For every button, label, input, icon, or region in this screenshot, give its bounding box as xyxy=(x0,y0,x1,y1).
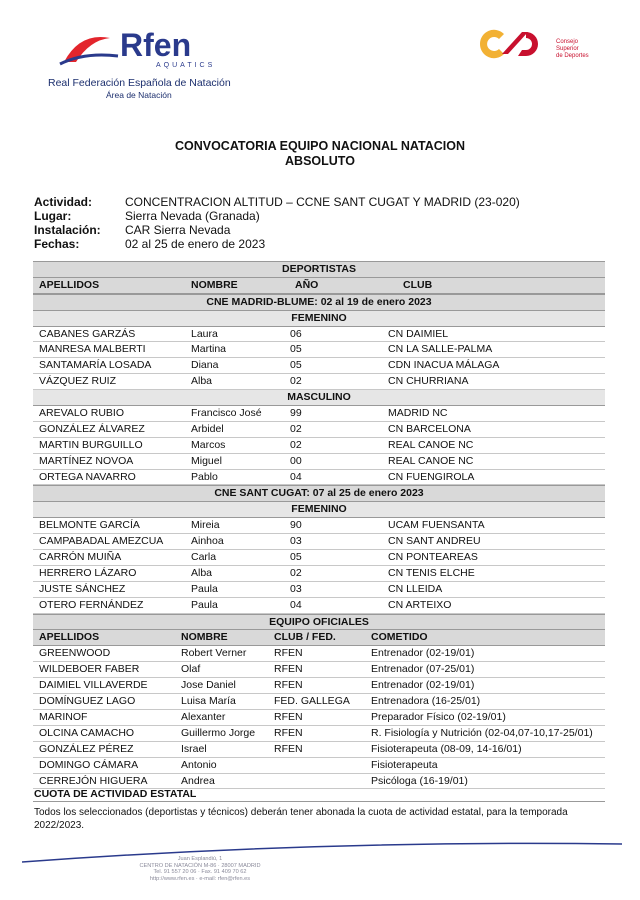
cell: Preparador Físico (02-19/01) xyxy=(371,710,506,723)
cell: OTERO FERNÁNDEZ xyxy=(39,598,144,611)
cell: MARTIN BURGUILLO xyxy=(39,438,143,451)
info-value: CAR Sierra Nevada xyxy=(125,223,231,237)
cell: OLCINA CAMACHO xyxy=(39,726,135,739)
cell: CN LLEIDA xyxy=(388,582,443,595)
info-row xyxy=(34,209,520,223)
cell: CN PONTEAREAS xyxy=(388,551,478,564)
cell: 05 xyxy=(290,343,302,356)
table-row xyxy=(33,678,605,694)
cell: RFEN xyxy=(274,679,303,692)
cell: Marcos xyxy=(191,438,226,451)
cell: RFEN xyxy=(274,726,303,739)
cell: Fisioterapeuta (08-09, 14-16/01) xyxy=(371,742,522,755)
table-header-row xyxy=(33,630,605,646)
cell: CLUB / FED. xyxy=(274,631,336,644)
cell: REAL CANOE NC xyxy=(388,438,474,451)
cuota-divider xyxy=(33,801,605,802)
rfen-logo xyxy=(58,24,228,70)
cell: SANTAMARÍA LOSADA xyxy=(39,359,152,372)
cell: 02 xyxy=(290,438,302,451)
table-row xyxy=(33,646,605,662)
roster-table xyxy=(33,261,605,789)
table-row xyxy=(33,534,605,550)
cell: CERREJÓN HIGUERA xyxy=(39,774,148,787)
table-row xyxy=(33,694,605,710)
cell: BELMONTE GARCÍA xyxy=(39,519,140,532)
table-row xyxy=(33,358,605,374)
area-name: Área de Natación xyxy=(106,90,172,100)
table-row xyxy=(33,342,605,358)
footer-line: http://www.rfen.es · e-mail: rfen@rfen.es xyxy=(149,875,251,882)
cell: DOMINGO CÁMARA xyxy=(39,758,139,771)
table-row xyxy=(33,470,605,486)
cell: Antonio xyxy=(181,758,217,771)
cell: Luisa María xyxy=(181,695,236,708)
cell: AREVALO RUBIO xyxy=(39,407,124,420)
cell: Carla xyxy=(191,551,217,564)
cell: Diana xyxy=(191,359,219,372)
rfen-brand-text: Rfen xyxy=(120,27,192,63)
table-row xyxy=(33,422,605,438)
table-row xyxy=(33,550,605,566)
cell: Arbidel xyxy=(191,422,224,435)
cell: ORTEGA NAVARRO xyxy=(39,470,136,483)
cell: CN BARCELONA xyxy=(388,422,471,435)
cell: RFEN xyxy=(274,742,303,755)
table-row xyxy=(33,374,605,390)
table-row xyxy=(33,662,605,678)
cell: Pablo xyxy=(191,470,218,483)
cell: Israel xyxy=(181,742,207,755)
cell: 04 xyxy=(290,598,302,611)
table-row xyxy=(33,566,605,582)
cell: Andrea xyxy=(181,774,215,787)
cell: Entrenador (02-19/01) xyxy=(371,647,475,660)
csd-line-2: Superior xyxy=(556,46,579,52)
cell: JUSTE SÁNCHEZ xyxy=(39,582,126,595)
cell: CDN INACUA MÁLAGA xyxy=(388,359,500,372)
table-row xyxy=(33,774,605,790)
info-key: Lugar: xyxy=(34,209,72,223)
csd-line-3: de Deportes xyxy=(556,53,589,59)
section-deportistas: DEPORTISTAS xyxy=(33,261,605,278)
cell: 05 xyxy=(290,359,302,372)
cell: WILDEBOER FABER xyxy=(39,663,140,676)
header xyxy=(0,0,640,110)
group-femenino: FEMENINO xyxy=(33,502,605,518)
cell: NOMBRE xyxy=(181,631,228,644)
document-subtitle: ABSOLUTO xyxy=(285,154,355,168)
footer-line: Juan Esplandiú, 1 xyxy=(177,856,223,862)
cell: Alba xyxy=(191,566,213,579)
info-key: Actividad: xyxy=(34,195,93,209)
cell: GONZÁLEZ PÉREZ xyxy=(39,742,134,755)
cell: CARRÓN MUIÑA xyxy=(39,551,122,564)
cell: GREENWOOD xyxy=(39,647,111,660)
cell: CAMPABADAL AMEZCUA xyxy=(39,535,164,548)
cell: CN LA SALLE-PALMA xyxy=(388,343,493,356)
section-cne-sant-cugat: CNE SANT CUGAT: 07 al 25 de enero 2023 xyxy=(33,485,605,502)
cell: MANRESA MALBERTI xyxy=(39,343,146,356)
cell: 04 xyxy=(290,470,302,483)
cell: Entrenadora (16-25/01) xyxy=(371,695,481,708)
table-row xyxy=(33,726,605,742)
cell: 03 xyxy=(290,535,302,548)
cell: Guillermo Jorge xyxy=(181,726,256,739)
cell: GONZÁLEZ ÁLVAREZ xyxy=(39,422,145,435)
info-row xyxy=(34,195,520,209)
cell: CN TENIS ELCHE xyxy=(388,566,475,579)
cell: APELLIDOS xyxy=(39,631,100,644)
info-key: Fechas: xyxy=(34,237,80,251)
table-header-row xyxy=(33,278,605,294)
cell: Entrenador (02-19/01) xyxy=(371,679,475,692)
cell: Francisco José xyxy=(191,407,262,420)
cell: FED. GALLEGA xyxy=(274,695,350,708)
cell: R. Fisiología y Nutrición (02-04,07-10,17-25/01) xyxy=(371,726,593,739)
cell: CABANES GARZÁS xyxy=(39,327,136,340)
info-value: Sierra Nevada (Granada) xyxy=(125,209,260,223)
cell: RFEN xyxy=(274,663,303,676)
cell: VÁZQUEZ RUIZ xyxy=(39,375,117,388)
cell: Martina xyxy=(191,343,227,356)
table-row xyxy=(33,710,605,726)
table-row xyxy=(33,518,605,534)
cell: 90 xyxy=(290,519,302,532)
cell: COMETIDO xyxy=(371,631,428,644)
cell: Alexanter xyxy=(181,710,226,723)
info-value: 02 al 25 de enero de 2023 xyxy=(125,237,266,251)
section-oficiales: EQUIPO OFICIALES xyxy=(33,614,605,631)
cell: UCAM FUENSANTA xyxy=(388,519,485,532)
cuota-title: CUOTA DE ACTIVIDAD ESTATAL xyxy=(34,788,197,800)
cuota-text: Todos los seleccionados (deportistas y técnicos) deberán tener abonada la cuota de actividad estatal, para la temporada 2022/2023. xyxy=(34,807,568,831)
cell: Miguel xyxy=(191,454,222,467)
csd-line-1: Consejo xyxy=(556,39,579,45)
activity-info xyxy=(34,195,520,251)
cell: DAIMIEL VILLAVERDE xyxy=(39,679,148,692)
cell: 05 xyxy=(290,551,302,564)
cell: MARINOF xyxy=(39,710,88,723)
cell: RFEN xyxy=(274,647,303,660)
cell: 02 xyxy=(290,566,302,579)
cell: Mireia xyxy=(191,519,220,532)
info-row xyxy=(34,223,520,237)
group-masculino: MASCULINO xyxy=(33,390,605,406)
footer-line: CENTRO DE NATACIÓN M-86 · 28007 MADRID xyxy=(139,862,261,869)
cell: Entrenador (07-25/01) xyxy=(371,663,475,676)
cell: Paula xyxy=(191,582,218,595)
table-row xyxy=(33,454,605,470)
section-cne-madrid: CNE MADRID-BLUME: 02 al 19 de enero 2023 xyxy=(33,294,605,311)
cell: MARTÍNEZ NOVOA xyxy=(39,454,134,467)
cell: Robert Verner xyxy=(181,647,247,660)
document-title: CONVOCATORIA EQUIPO NACIONAL NATACION xyxy=(174,139,466,153)
cell: 06 xyxy=(290,327,302,340)
cell: NOMBRE xyxy=(191,278,238,291)
table-row xyxy=(33,327,605,343)
footer-line: Tel. 91 557 20 06 · Fax. 91 409 70 62 xyxy=(153,869,247,875)
organization-name: Real Federación Española de Natación xyxy=(48,77,231,89)
cell: AÑO xyxy=(295,278,319,291)
cell: CN FUENGIROLA xyxy=(388,470,475,483)
rfen-brand-sub: AQUATICS xyxy=(156,62,216,69)
cell: DOMÍNGUEZ LAGO xyxy=(39,695,136,708)
cell: Olaf xyxy=(181,663,201,676)
cell: APELLIDOS xyxy=(39,278,100,291)
info-value: CONCENTRACION ALTITUD – CCNE SANT CUGAT Y MADRID (23-020) xyxy=(125,195,520,209)
cell: 99 xyxy=(290,407,302,420)
cell: 03 xyxy=(290,582,302,595)
cell: Ainhoa xyxy=(191,535,224,548)
cell: REAL CANOE NC xyxy=(388,454,474,467)
info-key: Instalación: xyxy=(34,223,101,237)
cell: Fisioterapeuta xyxy=(371,758,438,771)
table-row xyxy=(33,598,605,614)
cell: 02 xyxy=(290,375,302,388)
cell: RFEN xyxy=(274,710,303,723)
table-row xyxy=(33,758,605,774)
footer-address xyxy=(100,856,300,882)
csd-logo xyxy=(474,22,604,66)
table-row xyxy=(33,582,605,598)
cell: 02 xyxy=(290,422,302,435)
cell: CN SANT ANDREU xyxy=(388,535,481,548)
cell: Alba xyxy=(191,375,213,388)
group-femenino: FEMENINO xyxy=(33,311,605,327)
table-row xyxy=(33,438,605,454)
cell: HERRERO LÁZARO xyxy=(39,566,137,579)
cell: CN CHURRIANA xyxy=(388,375,469,388)
cell: Laura xyxy=(191,327,218,340)
cell: Psicóloga (16-19/01) xyxy=(371,774,468,787)
cell: MADRID NC xyxy=(388,407,448,420)
info-row xyxy=(34,237,520,251)
cell: CLUB xyxy=(403,278,433,291)
cell: CN DAIMIEL xyxy=(388,327,449,340)
cell: 00 xyxy=(290,454,302,467)
table-row xyxy=(33,742,605,758)
table-row xyxy=(33,406,605,422)
cell: Paula xyxy=(191,598,218,611)
cell: CN ARTEIXO xyxy=(388,598,452,611)
cell: Jose Daniel xyxy=(181,679,236,692)
